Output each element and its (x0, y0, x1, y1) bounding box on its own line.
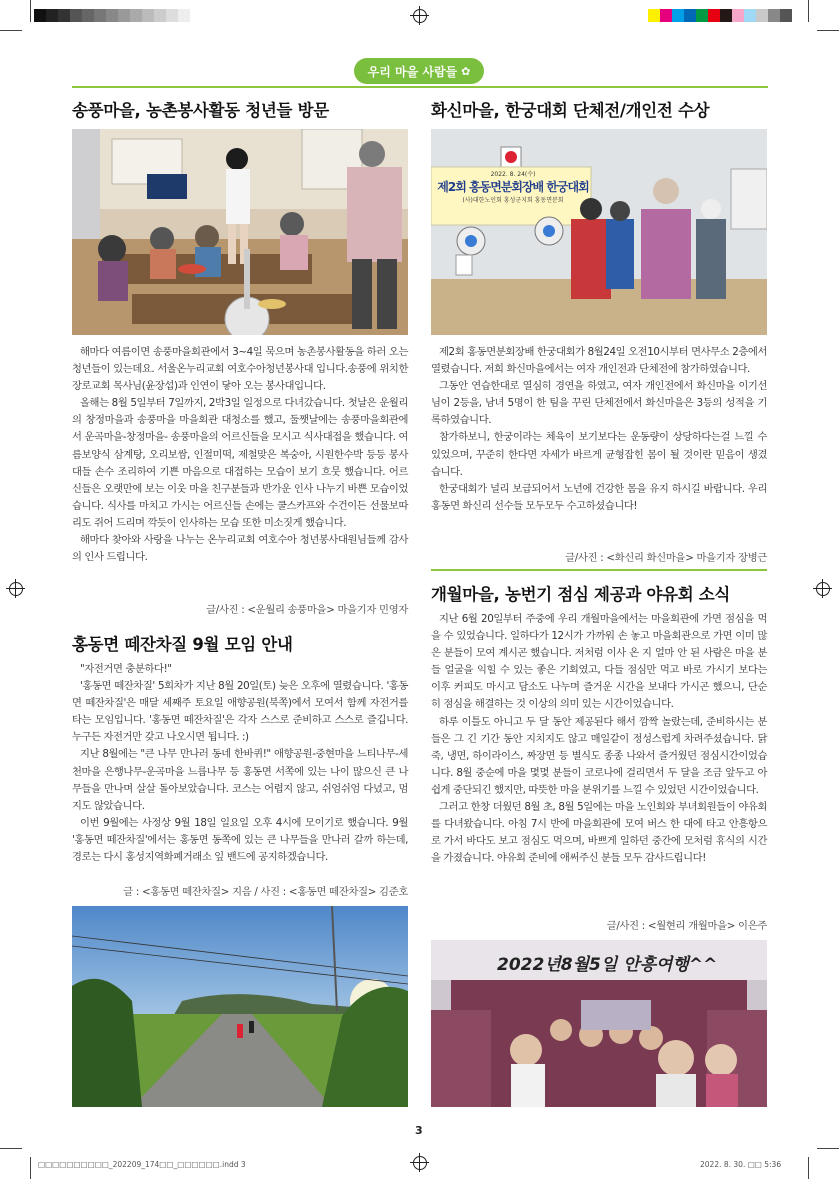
paragraph: 하루 이틀도 아니고 두 달 동안 제공된다 해서 깜짝 놀랐는데, 준비하시는 분들은 그 긴 기간 동안 지치지도 않고 매일같이 정성스럽게 차려주셨습니다. 닭죽, 냉면, 하이라이스, 짜장면 등 별식도 종종 나와서 즐거웠던 점심시간이었습니다. 8월 중순에 마을 몇몇 분들이 코로나에 걸리면서 두 달을 조금 앞두고 아쉽게 중단되긴 했지만, 따뜻한 마을 분위기를 느낄 수 있었던 시간이었습니다. (431, 715, 767, 796)
crop-mark (0, 30, 22, 31)
banner-title: 제2회 홍동면분회장배 한궁대회 (437, 180, 589, 194)
paragraph: 한궁대회가 널리 보급되어서 노년에 건강한 몸을 유지 하시길 바랍니다. 우리 홍동면 화신리 선수들 모두모두 수고하셨습니다! (431, 482, 767, 512)
article-credit-songpung: 글/사진 : <운월리 송풍마을> 마을기자 민영자 (206, 604, 408, 616)
registration-mark-icon (413, 9, 427, 23)
paragraph: 그동안 연습한대로 열심히 경연을 하였고, 여자 개인전에서 화신마을 이기선 님이 2등을, 남녀 5명이 한 팀을 꾸린 단체전에서 화신마을은 3등의 성적을 기록하였습니다. (431, 380, 767, 427)
paragraph: 해마다 찾아와 사랑을 나누는 온누리교회 여호수아 청년봉사대원님들께 감사의 인사 드립니다. (72, 534, 408, 564)
crop-mark (817, 30, 839, 31)
article-divider (431, 569, 767, 571)
registration-mark-icon (413, 1156, 427, 1170)
article-title-songpung: 송풍마을, 농촌봉사활동 청년들 방문 (72, 101, 329, 120)
banner-subtitle: (사)대한노인회 홍성군지회 홍동면분회 (462, 197, 564, 204)
article-credit-gaewol: 글/사진 : <월현리 개월마을> 이은주 (606, 920, 767, 932)
paragraph: 해마다 여름이면 송풍마을회관에서 3~4일 묵으며 농촌봉사활동을 하러 오는 청년들이 있는데요. 서울온누리교회 여호수아청년봉사대 입니다.송풍에 위치한 장로교회 목사님(윤장섭)과 인연이 닿아 오는 봉사대입니다. (72, 346, 408, 393)
article-title-ttejan: 홍동면 떼잔차질 9월 모임 안내 (72, 635, 293, 654)
photo-caption-bus-trip: 2022년8월5일 안흥여행^^ (497, 955, 718, 975)
section-label: 우리 마을 사람들 (367, 64, 458, 79)
photo-volunteers-meal (72, 129, 408, 335)
header-rule (72, 86, 768, 88)
photo-bus-trip (431, 940, 767, 1107)
process-color-bar (648, 9, 792, 22)
contest-banner (435, 169, 591, 204)
article-credit-hwasin: 글/사진 : <화신리 화신마을> 마을기자 장병근 (565, 552, 767, 564)
article-body-songpung (72, 344, 408, 566)
crop-mark (30, 0, 31, 22)
crop-mark (30, 1157, 31, 1179)
paragraph: '홍동면 떼잔차질' 5회차가 지난 8월 20일(토) 늦은 오후에 열렸습니다. '홍동면 떼잔차질'은 매달 세째주 토요일 애향공원(북쪽)에서 모여서 함께 자전거를 타는 모임입니다. '홍동면 떼잔차질'은 각자 스스로 준비하고 스스로 즐깁니다. 누구든 자전거만 갖고 나오시면 됩니다. :) (72, 680, 408, 744)
photo-bike-road (72, 906, 408, 1107)
paragraph: 지난 6월 20일부터 주중에 우리 개월마을에서는 마을회관에 가면 점심을 먹을 수 있었습니다. 일하다가 12시가 가까워 손 놓고 마을회관으로 가면 이미 많은 분들이 모여 계시곤 했습니다. 저처럼 이사 온 지 얼마 안 된 사람은 마을 분들 얼굴을 익힐 수 있는 좋은 기회였고, 다들 점심만 먹고 바로 가시기 보다는 이후 커피도 마시고 담소도 나누며 즐거운 시간을 보내다 가시곤 했으니, 단순히 점심을 해결하는 것 이상의 의미 있는 시간이었습니다. (431, 613, 767, 711)
crop-mark (808, 0, 809, 22)
article-body-gaewol (431, 611, 767, 867)
page-number: 3 (415, 1124, 423, 1137)
paragraph: 지난 8월에는 "큰 나무 만나러 동네 한바퀴!" 애향공원-중현마을 느티나무-세천마을 은행나무-운곡마을 느릅나무 등 홍동면 서쪽에 있는 나이 많으신 큰 나무들을 만나며 살살 돌아보았습니다. 코스는 어렵지 않고, 쉬엄쉬엄 다녔고, 멈지도 않았습니다. (72, 748, 408, 812)
banner-date: 2022. 8. 24(수) (490, 171, 536, 178)
photo-hangung-contest (431, 129, 767, 335)
article-body-ttejan (72, 661, 408, 866)
crop-mark (808, 1157, 809, 1179)
article-body-hwasin (431, 344, 767, 515)
leaf-sparkle-icon: ✿ (461, 64, 471, 78)
paragraph: 그러고 한창 더웠던 8월 초, 8월 5일에는 마을 노인회와 부녀회원들이 야유회를 다녀왔습니다. 아침 7시 반에 마을회관에 모여 버스 한 대에 타고 안흥항으로 가서 바다도 보고 점심도 먹으며, 바쁘게 일하던 중간에 모처럼 휴식의 시간을 가졌습니다. 야유회 준비에 애써주신 분들 모두 감사드립니다! (431, 801, 767, 865)
paragraph: 올해는 8월 5일부터 7일까지, 2박3일 일정으로 다녀갔습니다. 첫날은 운월리의 창정마을과 송풍마을 마을회관 대청소를 했고, 둘쨋날에는 송풍마을회관에서 운곡마을-창정마을- 송풍마을의 어르신들을 모시고 식사대접을 했습니다. 여름보양식 삼계탕, 오리보쌈, 인절미떡, 제철맞은 복숭아, 시원한수박 등등 봉사대들 손수 조리하여 기쁜 마음으로 대접하는 모습이 보기 흐뭇 했습니다. 어르신들은 오랫만에 보는 이웃 마을 친구분들과 반가운 인사 나누기 바쁜 모습이었습니다. 식사를 마치고 가시는 어르신들 손에는 쿨스카프와 수건이든 선물보따리도 쥐어 드리며 깍듯이 인사하는 모습 또한 미소짓게 했습니다. (72, 397, 408, 529)
slug-filename: □□□□□□□□□□_202209_174□□_□□□□□□.indd 3 (38, 1160, 246, 1169)
registration-mark-icon (9, 582, 23, 596)
crop-mark (817, 1148, 839, 1149)
paragraph: 참가하보니, 한궁이라는 체육이 보기보다는 운동량이 상당하다는걸 느낄 수 있었으며, 꾸준히 한다면 자세가 바르게 균형잡힌 몸이 될 것이란 믿음이 생겼습니다. (431, 431, 767, 478)
paragraph: 제2회 홍동면분회장배 한궁대회가 8월24일 오전10시부터 면사무소 2층에서 열렸습니다. 저희 화신마을에서는 여자 개인전과 단체전에 참가하였습니다. (431, 346, 767, 376)
section-ribbon (354, 58, 484, 84)
article-title-gaewol: 개월마을, 농번기 점심 제공과 야유회 소식 (431, 585, 731, 604)
crop-mark (0, 1148, 22, 1149)
paragraph: 이번 9월에는 사정상 9월 18일 일요일 오후 4시에 모이기로 했습니다. 9월 '홍동면 떼잔차질'에서는 홍동면 동쪽에 있는 큰 나무들을 만나러 갈까 하는데, 경로는 다시 홍성지역화폐거래소 잎 밴드에 공지하겠습니다. (72, 816, 408, 864)
slug-timestamp: 2022. 8. 30. □□ 5:36 (700, 1160, 782, 1169)
article-title-hwasin: 화신마을, 한궁대회 단체전/개인전 수상 (431, 101, 710, 120)
article-credit-ttejan: 글 : <홍동면 떼잔차질> 지음 / 사진 : <홍동면 떼잔차질> 김준호 (123, 886, 408, 898)
paragraph: "자전거면 충분하다!" (80, 663, 172, 675)
registration-mark-icon (816, 582, 830, 596)
grayscale-color-bar (34, 9, 190, 22)
